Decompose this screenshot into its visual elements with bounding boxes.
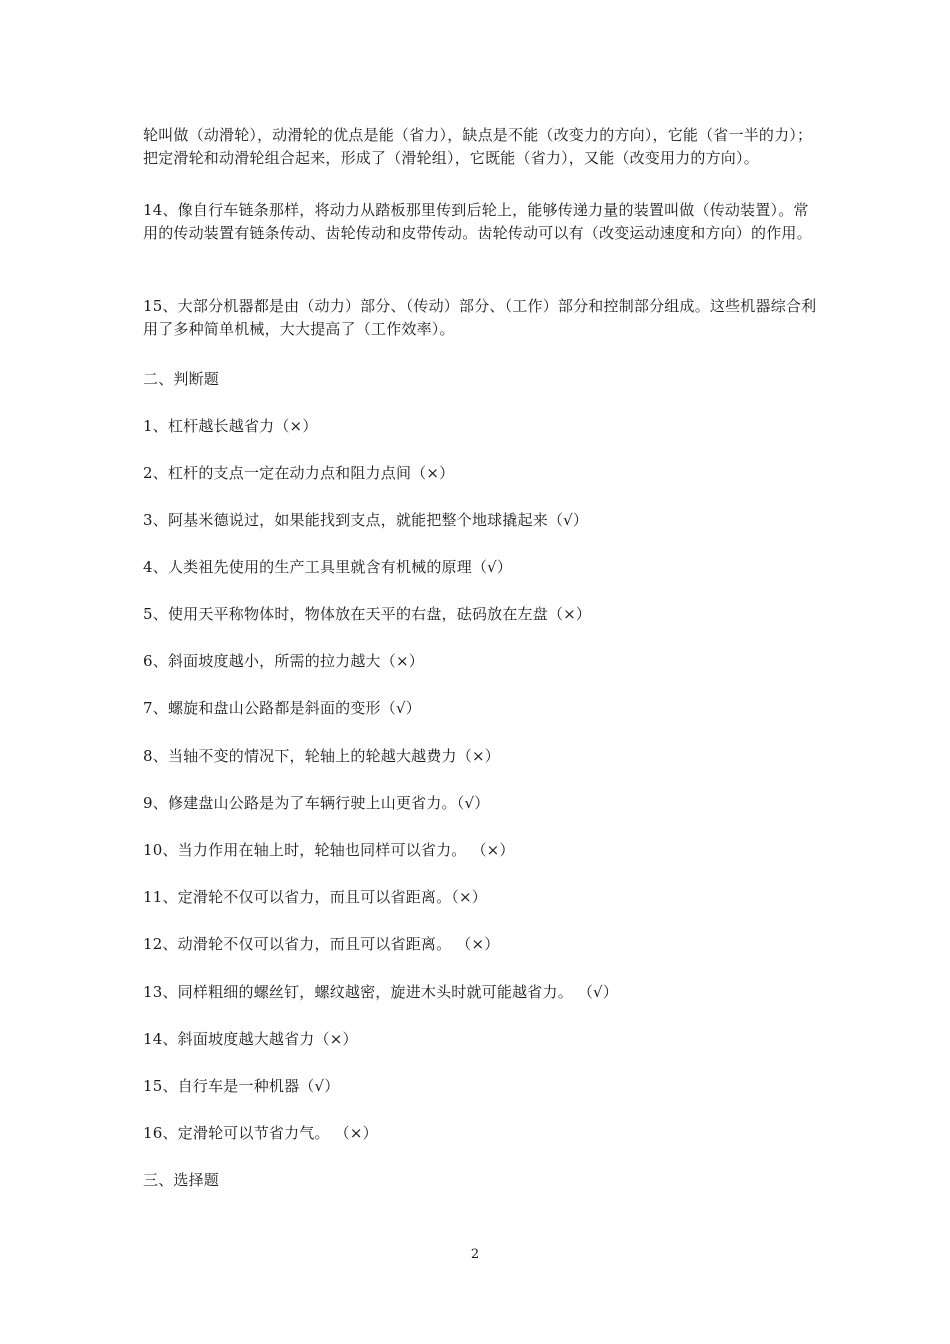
judgment-item: 13、同样粗细的螺丝钉，螺纹越密，旋进木头时就可能越省力。 （√） xyxy=(143,983,619,1001)
judgment-item: 12、动滑轮不仅可以省力，而且可以省距离。 （×） xyxy=(143,935,500,953)
judgment-item: 16、定滑轮可以节省力气。 （×） xyxy=(143,1124,378,1142)
judgment-item: 9、修建盘山公路是为了车辆行驶上山更省力。（√） xyxy=(143,794,490,812)
paragraph-item-14-transmission: 14、像自行车链条那样，将动力从踏板那里传到后轮上，能够传递力量的装置叫做（传动装置）。常用的传动装置有链条传动、齿轮传动和皮带传动。齿轮传动可以有（改变运动速度和方向）的作用。 xyxy=(143,201,812,242)
judgment-item: 14、斜面坡度越大越省力（×） xyxy=(143,1030,358,1048)
judgment-item: 11、定滑轮不仅可以省力，而且可以省距离。（×） xyxy=(143,888,487,906)
section-heading-judgment: 二、判断题 xyxy=(143,370,220,388)
paragraph-pulley-continuation: 轮叫做（动滑轮），动滑轮的优点是能（省力），缺点是不能（改变力的方向），它能（省一半的力）；把定滑轮和动滑轮组合起来，形成了（滑轮组），它既能（省力），又能（改变用力的方向）。 xyxy=(143,126,813,167)
page-number: 2 xyxy=(470,1247,480,1262)
judgment-item: 3、阿基米德说过，如果能找到支点，就能把整个地球撬起来（√） xyxy=(143,511,589,529)
judgment-item: 2、杠杆的支点一定在动力点和阻力点间（×） xyxy=(143,464,455,482)
judgment-item: 5、使用天平称物体时，物体放在天平的右盘，砝码放在左盘（×） xyxy=(143,605,592,623)
paragraph-item-15-machines: 15、大部分机器都是由（动力）部分、（传动）部分、（工作）部分和控制部分组成。这些机器综合利用了多种简单机械，大大提高了（工作效率）。 xyxy=(143,297,817,338)
judgment-item: 10、当力作用在轴上时，轮轴也同样可以省力。 （×） xyxy=(143,841,515,859)
judgment-item: 1、杠杆越长越省力（×） xyxy=(143,417,318,435)
judgment-item: 4、人类祖先使用的生产工具里就含有机械的原理（√） xyxy=(143,558,513,576)
judgment-item: 6、斜面坡度越小，所需的拉力越大（×） xyxy=(143,652,424,670)
judgment-item: 7、螺旋和盘山公路都是斜面的变形（√） xyxy=(143,699,421,717)
judgment-item: 15、自行车是一种机器（√） xyxy=(143,1077,340,1095)
section-heading-choice: 三、选择题 xyxy=(143,1171,220,1189)
judgment-item: 8、当轴不变的情况下，轮轴上的轮越大越费力（×） xyxy=(143,747,500,765)
